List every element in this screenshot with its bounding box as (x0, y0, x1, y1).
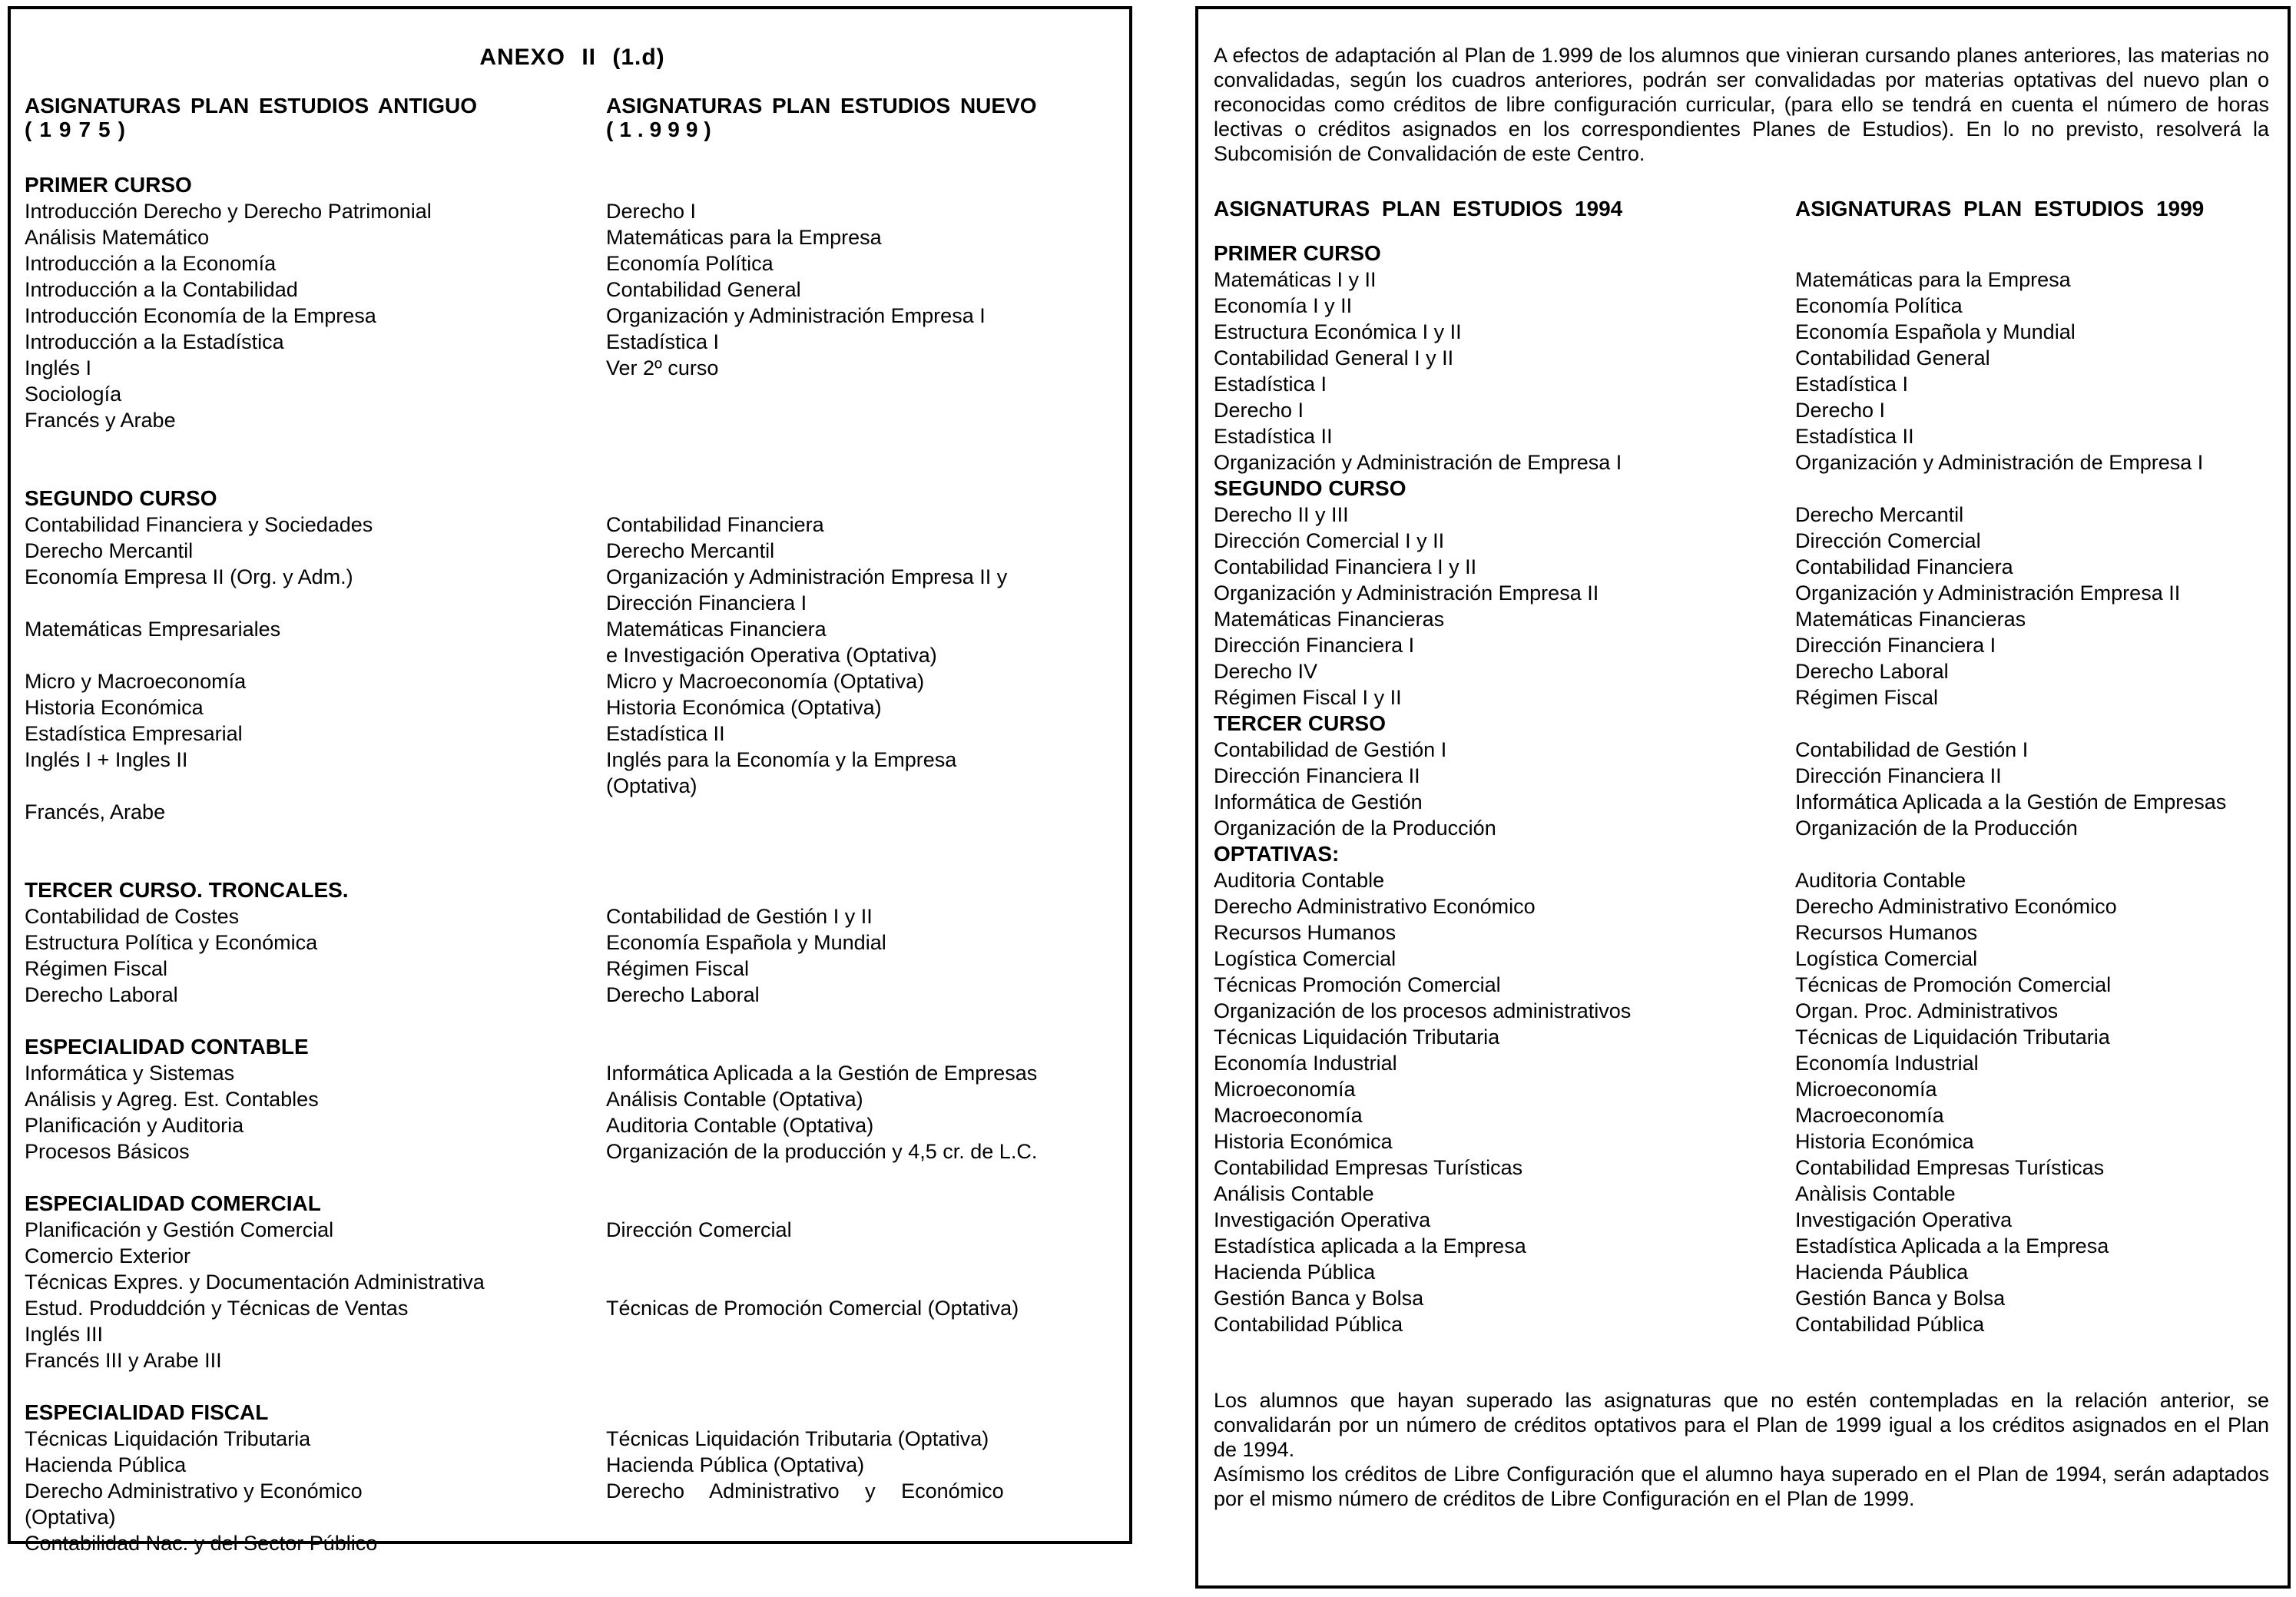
spacer-row (25, 433, 1120, 459)
course-1999-cell: Organización y Administración Empresa II (1795, 581, 2181, 605)
course-new-1999-cell: Análisis Contable (Optativa) (606, 1088, 863, 1111)
course-1994-cell: Técnicas Promoción Comercial (1214, 973, 1501, 996)
course-1994-cell: Derecho Administrativo Económico (1214, 895, 1536, 918)
course-1999-cell: Historia Económica (1795, 1130, 1974, 1153)
course-1994-cell: Contabilidad de Gestión I (1214, 738, 1447, 761)
course-row (1214, 449, 2269, 475)
course-1994-cell: Contabilidad General I y II (1214, 346, 1454, 369)
course-row (25, 747, 1120, 773)
course-row (25, 694, 1120, 721)
course-old-1975-cell: Introducción Economía de la Empresa (25, 304, 376, 327)
course-old-1975-cell: Francés III y Arabe III (25, 1349, 222, 1372)
course-1999-cell: Investigación Operativa (1795, 1208, 2013, 1231)
course-1999-cell: Economía Industrial (1795, 1052, 1979, 1075)
course-1999-cell: Contabilidad General (1795, 346, 1990, 369)
course-1994-cell: Contabilidad Pública (1214, 1313, 1403, 1336)
course-old-1975-cell: Francés y Arabe (25, 409, 176, 432)
course-new-1999-cell: Dirección Financiera I (606, 591, 807, 615)
course-new-1999-cell: Organización y Administración Empresa I (606, 304, 986, 327)
course-new-1999-cell: Organización de la producción y 4,5 cr. de L.C. (606, 1140, 1038, 1163)
course-old-1975-cell: Micro y Macroeconomía (25, 670, 247, 693)
course-old-1975-cell: Comercio Exterior (25, 1244, 191, 1267)
course-old-1975-cell: (Optativa) (25, 1506, 116, 1529)
course-row (25, 1086, 1120, 1112)
course-1999-cell: Derecho Administrativo Económico (1795, 895, 2117, 918)
course-row (1214, 1311, 2269, 1337)
course-1999-cell: Derecho Laboral (1795, 660, 1949, 683)
course-row (25, 1138, 1120, 1165)
column-headers (25, 94, 1120, 141)
spacer-row (25, 1008, 1120, 1034)
course-1994-cell: Estadística II (1214, 425, 1333, 448)
course-new-1999-cell: Inglés para la Economía y la Empresa (606, 748, 957, 771)
course-1999-cell: Economía Española y Mundial (1795, 320, 2076, 343)
section-heading-row (25, 877, 1120, 903)
course-row (1214, 1285, 2269, 1311)
course-row (25, 773, 1120, 799)
old-plan-header-block (25, 94, 606, 141)
course-row (25, 1347, 1120, 1373)
plan-1994-header: ASIGNATURAS PLAN ESTUDIOS 1994 (1214, 197, 1623, 220)
course-row (25, 1478, 1120, 1504)
course-row (1214, 684, 2269, 711)
course-old-1975-cell: Introducción a la Contabilidad (25, 278, 298, 301)
course-old-1975-cell: Planificación y Gestión Comercial (25, 1218, 334, 1241)
section-heading-row (25, 1191, 1120, 1217)
course-1999-cell: Contabilidad Financiera (1795, 555, 2013, 578)
course-new-1999-cell: Derecho I (606, 200, 697, 223)
course-old-1975-cell: Análisis Matemático (25, 226, 210, 249)
course-1999-cell: Estadística I (1795, 373, 1909, 396)
course-row (25, 1530, 1120, 1556)
course-old-1975-cell: Sociología (25, 383, 122, 406)
section-heading-row (1214, 475, 2269, 502)
course-row (25, 721, 1120, 747)
course-1994-cell: Derecho IV (1214, 660, 1318, 683)
course-new-1999-cell: Técnicas de Promoción Comercial (Optativa) (606, 1297, 1019, 1320)
course-row (1214, 1050, 2269, 1076)
section-heading-row (1214, 240, 2269, 267)
course-old-1975-cell: Matemáticas Empresariales (25, 618, 281, 641)
course-new-1999-cell: Informática Aplicada a la Gestión de Empresas (606, 1062, 1038, 1085)
course-1994-cell: Historia Económica (1214, 1130, 1393, 1153)
course-row (1214, 1259, 2269, 1285)
course-1999-cell: Auditoria Contable (1795, 869, 1966, 892)
section-heading-row (25, 1034, 1120, 1060)
section-heading-row (25, 1400, 1120, 1426)
course-row (1214, 554, 2269, 580)
course-1994-cell: Organización de la Producción (1214, 817, 1496, 840)
new-plan-header-block (606, 94, 1120, 141)
course-row (1214, 946, 2269, 972)
course-row (1214, 267, 2269, 293)
course-1999-cell: Dirección Financiera I (1795, 634, 1996, 657)
course-1994-cell: Estadística I (1214, 373, 1327, 396)
course-old-1975-cell: Informática y Sistemas (25, 1062, 235, 1085)
course-row (25, 1217, 1120, 1243)
course-old-1975-cell: Inglés I + Ingles II (25, 748, 188, 771)
course-old-1975-cell: Estud. Produddción y Técnicas de Ventas (25, 1297, 409, 1320)
course-new-1999-cell: Contabilidad de Gestión I y II (606, 905, 873, 928)
course-row (1214, 423, 2269, 449)
course-new-1999-cell: Micro y Macroeconomía (Optativa) (606, 670, 925, 693)
course-1994-cell: Dirección Comercial I y II (1214, 529, 1445, 552)
course-1994-cell: Gestión Banca y Bolsa (1214, 1287, 1424, 1310)
course-old-1975-cell: Derecho Administrativo y Económico (25, 1479, 363, 1503)
course-row (1214, 1207, 2269, 1233)
course-1999-cell: Contabilidad de Gestión I (1795, 738, 2029, 761)
course-row (25, 903, 1120, 929)
course-1994-cell: Organización de los procesos administrativos (1214, 999, 1632, 1022)
course-1999-cell: Logística Comercial (1795, 947, 1978, 970)
course-new-1999-cell: Economía Política (606, 252, 774, 275)
page-title: ANEXO II (1.d) (479, 45, 665, 70)
course-new-1999-cell: Estadística II (606, 722, 725, 745)
section-heading: TERCER CURSO (1214, 711, 1387, 735)
course-1994-cell: Análisis Contable (1214, 1182, 1374, 1205)
course-1999-cell: Régimen Fiscal (1795, 686, 1939, 709)
course-1994-cell: Economía Industrial (1214, 1052, 1397, 1075)
course-1999-cell: Macroeconomía (1795, 1104, 1944, 1127)
footer-paragraph-1: Los alumnos que hayan superado las asignaturas que no estén contempladas en la relación anterior, se convalidarán por un número de créditos optativos para el Plan de 1999 igual a los créditos asignados en el Plan de 1994. (1214, 1389, 2269, 1461)
course-new-1999-cell: Matemáticas Financiera (606, 618, 827, 641)
section-heading: ESPECIALIDAD CONTABLE (25, 1035, 309, 1059)
course-1994-cell: Recursos Humanos (1214, 921, 1396, 944)
course-1999-cell: Hacienda Páublica (1795, 1261, 1969, 1284)
course-row (1214, 867, 2269, 893)
spacer-row (25, 1373, 1120, 1400)
section-heading-row (1214, 841, 2269, 867)
course-row (25, 1504, 1120, 1530)
course-old-1975-cell: Introducción a la Estadística (25, 330, 284, 353)
course-old-1975-cell: Análisis y Agreg. Est. Contables (25, 1088, 319, 1111)
course-1994-cell: Investigación Operativa (1214, 1208, 1431, 1231)
course-row (25, 303, 1120, 329)
section-heading-row (1214, 711, 2269, 737)
spacer-row (25, 459, 1120, 485)
course-row (25, 642, 1120, 668)
course-new-1999-cell: Economía Española y Mundial (606, 931, 886, 954)
course-1999-cell: Matemáticas para la Empresa (1795, 268, 2071, 291)
course-new-1999-cell: Contabilidad General (606, 278, 801, 301)
course-old-1975-cell: Derecho Mercantil (25, 539, 194, 562)
spacer-row (25, 825, 1120, 851)
course-new-1999-cell: Historia Económica (Optativa) (606, 696, 882, 719)
course-old-1975-cell: Inglés I (25, 356, 92, 379)
course-old-1975-cell: Contabilidad Financiera y Sociedades (25, 513, 373, 536)
footer-paragraph-2: Asímismo los créditos de Libre Configuración que el alumno haya superado en el Plan de 1994, serán adaptados por el mismo número de créditos de Libre Configuración en el Plan de 1999. (1214, 1463, 2269, 1510)
section-heading: SEGUNDO CURSO (1214, 476, 1406, 500)
course-1999-cell: Informática Aplicada a la Gestión de Empresas (1795, 790, 2227, 813)
course-row (1214, 606, 2269, 632)
course-1999-cell: Derecho Mercantil (1795, 503, 1964, 526)
course-row (25, 1321, 1120, 1347)
old-plan-year: (1975) (25, 118, 133, 141)
course-old-1975-cell: Estructura Política y Económica (25, 931, 318, 954)
page-annex-2-1d (8, 6, 1132, 1555)
course-old-1975-cell: Técnicas Expres. y Documentación Administrativa (25, 1271, 485, 1294)
course-1999-cell: Técnicas de Promoción Comercial (1795, 973, 2112, 996)
course-1994-cell: Macroeconomía (1214, 1104, 1363, 1127)
course-row (1214, 1233, 2269, 1259)
course-row (1214, 397, 2269, 423)
course-row (25, 1060, 1120, 1086)
course-row (1214, 998, 2269, 1024)
course-row (25, 407, 1120, 433)
course-1999-cell: Derecho I (1795, 399, 1886, 422)
course-old-1975-cell: Estadística Empresarial (25, 722, 243, 745)
course-old-1975-cell: Régimen Fiscal (25, 957, 168, 980)
course-row (1214, 1155, 2269, 1181)
new-plan-header: ASIGNATURAS PLAN ESTUDIOS NUEVO (606, 94, 1037, 118)
course-1999-cell: Recursos Humanos (1795, 921, 1978, 944)
course-new-1999-cell: Estadística I (606, 330, 720, 353)
course-row (25, 329, 1120, 355)
course-row (1214, 371, 2269, 397)
spacer-row (25, 851, 1120, 877)
new-plan-year: (1.999) (606, 118, 717, 141)
course-1994-cell: Auditoria Contable (1214, 869, 1385, 892)
course-row (1214, 293, 2269, 319)
course-row (1214, 319, 2269, 345)
course-new-1999-cell: Auditoria Contable (Optativa) (606, 1114, 874, 1137)
course-new-1999-cell: e Investigación Operativa (Optativa) (606, 644, 937, 667)
course-1994-cell: Matemáticas Financieras (1214, 608, 1445, 631)
equivalence-table-1975-1999 (25, 172, 1120, 1556)
course-row (25, 956, 1120, 982)
course-old-1975-cell: Contabilidad Nac. y del Sector Público (25, 1532, 378, 1555)
course-row (25, 1295, 1120, 1321)
section-heading: SEGUNDO CURSO (25, 486, 217, 510)
course-1999-cell: Gestión Banca y Bolsa (1795, 1287, 2006, 1310)
course-row (25, 1426, 1120, 1452)
course-new-1999-cell: Hacienda Pública (Optativa) (606, 1453, 865, 1476)
course-1994-cell: Economía I y II (1214, 294, 1353, 317)
equivalence-table-1994-1999 (1214, 240, 2269, 1337)
course-1999-cell: Organización y Administración de Empresa I (1795, 451, 2204, 474)
section-heading: PRIMER CURSO (1214, 241, 1381, 265)
course-row (25, 538, 1120, 564)
course-row (25, 1269, 1120, 1295)
course-old-1975-cell: Francés, Arabe (25, 800, 166, 823)
course-row (25, 799, 1120, 825)
course-new-1999-cell: Dirección Comercial (606, 1218, 792, 1241)
section-heading: ESPECIALIDAD FISCAL (25, 1400, 269, 1424)
section-heading: ESPECIALIDAD COMERCIAL (25, 1191, 321, 1215)
column-headers (1214, 197, 2269, 220)
course-old-1975-cell: Hacienda Pública (25, 1453, 187, 1476)
course-1994-cell: Matemáticas I y II (1214, 268, 1377, 291)
course-row (25, 277, 1120, 303)
course-1999-cell: Organ. Proc. Administrativos (1795, 999, 2059, 1022)
course-row (25, 1243, 1120, 1269)
course-new-1999-cell: Derecho Administrativo y Económico (606, 1479, 1004, 1503)
course-1999-cell: Dirección Financiera II (1795, 764, 2002, 787)
course-1999-cell: Contabilidad Pública (1795, 1313, 1985, 1336)
course-row (25, 590, 1120, 616)
course-row (25, 1112, 1120, 1138)
course-row (1214, 1181, 2269, 1207)
course-1999-cell: Economía Política (1795, 294, 1963, 317)
course-new-1999-cell: (Optativa) (606, 774, 697, 797)
course-row (1214, 528, 2269, 554)
course-old-1975-cell: Derecho Laboral (25, 983, 178, 1006)
course-1994-cell: Derecho I (1214, 399, 1304, 422)
course-1999-cell: Estadística II (1795, 425, 1914, 448)
course-new-1999-cell: Régimen Fiscal (606, 957, 750, 980)
course-1994-cell: Contabilidad Empresas Turísticas (1214, 1156, 1523, 1179)
course-1994-cell: Contabilidad Financiera I y II (1214, 555, 1477, 578)
course-row (1214, 919, 2269, 946)
course-row (1214, 658, 2269, 684)
course-row (1214, 893, 2269, 919)
course-1999-cell: Contabilidad Empresas Turísticas (1795, 1156, 2105, 1179)
course-1994-cell: Dirección Financiera I (1214, 634, 1415, 657)
course-new-1999-cell: Derecho Mercantil (606, 539, 775, 562)
course-1994-cell: Informática de Gestión (1214, 790, 1423, 813)
intro-paragraph: A efectos de adaptación al Plan de 1.999 de los alumnos que vinieran cursando planes anteriores, las materias no convalidadas, según los cuadros anteriores, podrán ser convalidadas por materias optativas del nuevo plan o reconocidas como créditos de libre configuración curricular, (para ello se tendrá en cuenta el número de horas lectivas o créditos asignados en los correspondientes Planes de Estudios). En lo no previsto, resolverá la Subcomisión de Convalidación de este Centro. (1214, 44, 2269, 165)
course-row (1214, 763, 2269, 789)
course-row (1214, 1102, 2269, 1128)
course-1994-cell: Técnicas Liquidación Tributaria (1214, 1025, 1500, 1049)
course-old-1975-cell: Inglés III (25, 1323, 104, 1346)
course-row (25, 355, 1120, 381)
course-row (1214, 632, 2269, 658)
course-row (1214, 502, 2269, 528)
course-row (1214, 789, 2269, 815)
course-1999-cell: Microeconomía (1795, 1078, 1937, 1101)
course-row (1214, 737, 2269, 763)
section-heading: OPTATIVAS: (1214, 842, 1340, 866)
course-1999-cell: Dirección Comercial (1795, 529, 1981, 552)
course-row (1214, 815, 2269, 841)
course-1994-cell: Hacienda Pública (1214, 1261, 1376, 1284)
course-new-1999-cell: Matemáticas para la Empresa (606, 226, 882, 249)
course-1999-cell: Organización de la Producción (1795, 817, 2078, 840)
course-row (25, 668, 1120, 694)
course-row (1214, 1076, 2269, 1102)
course-new-1999-cell: Organización y Administración Empresa II y (606, 565, 1008, 588)
page-adaptation-1994-1999 (1195, 6, 2291, 1589)
course-row (25, 512, 1120, 538)
course-old-1975-cell: Economía Empresa II (Org. y Adm.) (25, 565, 353, 588)
section-heading: TERCER CURSO. TRONCALES. (25, 878, 349, 902)
course-1999-cell: Anàlisis Contable (1795, 1182, 1956, 1205)
section-heading: PRIMER CURSO (25, 173, 192, 197)
course-row (25, 224, 1120, 250)
course-1994-cell: Organización y Administración de Empresa I (1214, 451, 1622, 474)
course-1999-cell: Matemáticas Financieras (1795, 608, 2026, 631)
course-row (1214, 1024, 2269, 1050)
course-row (1214, 1128, 2269, 1155)
course-old-1975-cell: Técnicas Liquidación Tributaria (25, 1427, 311, 1450)
course-1999-cell: Técnicas de Liquidación Tributaria (1795, 1025, 2110, 1049)
course-row (25, 982, 1120, 1008)
course-old-1975-cell: Contabilidad de Costes (25, 905, 240, 928)
course-1994-cell: Estructura Económica I y II (1214, 320, 1462, 343)
course-1994-cell: Dirección Financiera II (1214, 764, 1420, 787)
course-1994-cell: Microeconomía (1214, 1078, 1356, 1101)
course-row (25, 381, 1120, 407)
course-old-1975-cell: Introducción a la Economía (25, 252, 277, 275)
course-row (1214, 580, 2269, 606)
course-row (25, 198, 1120, 224)
section-heading-row (25, 485, 1120, 512)
spacer-row (25, 1165, 1120, 1191)
old-plan-header: ASIGNATURAS PLAN ESTUDIOS ANTIGUO (25, 94, 478, 118)
course-1999-cell: Estadística Aplicada a la Empresa (1795, 1234, 2109, 1257)
course-row (25, 250, 1120, 277)
course-old-1975-cell: Planificación y Auditoria (25, 1114, 244, 1137)
section-heading-row (25, 172, 1120, 198)
course-row (25, 1452, 1120, 1478)
course-new-1999-cell: Ver 2º curso (606, 356, 719, 379)
course-1994-cell: Organización y Administración Empresa II (1214, 581, 1599, 605)
course-new-1999-cell: Contabilidad Financiera (606, 513, 824, 536)
course-old-1975-cell: Procesos Básicos (25, 1140, 190, 1163)
course-new-1999-cell: Derecho Laboral (606, 983, 760, 1006)
course-new-1999-cell: Técnicas Liquidación Tributaria (Optativa) (606, 1427, 989, 1450)
course-old-1975-cell: Introducción Derecho y Derecho Patrimonial (25, 200, 432, 223)
course-row (25, 929, 1120, 956)
course-row (1214, 972, 2269, 998)
course-row (1214, 345, 2269, 371)
course-row (25, 616, 1120, 642)
plan-1999-header: ASIGNATURAS PLAN ESTUDIOS 1999 (1795, 197, 2205, 220)
course-old-1975-cell: Historia Económica (25, 696, 204, 719)
course-1994-cell: Régimen Fiscal I y II (1214, 686, 1402, 709)
course-1994-cell: Logística Comercial (1214, 947, 1396, 970)
course-row (25, 564, 1120, 590)
course-1994-cell: Estadística aplicada a la Empresa (1214, 1234, 1526, 1257)
course-1994-cell: Derecho II y III (1214, 503, 1349, 526)
